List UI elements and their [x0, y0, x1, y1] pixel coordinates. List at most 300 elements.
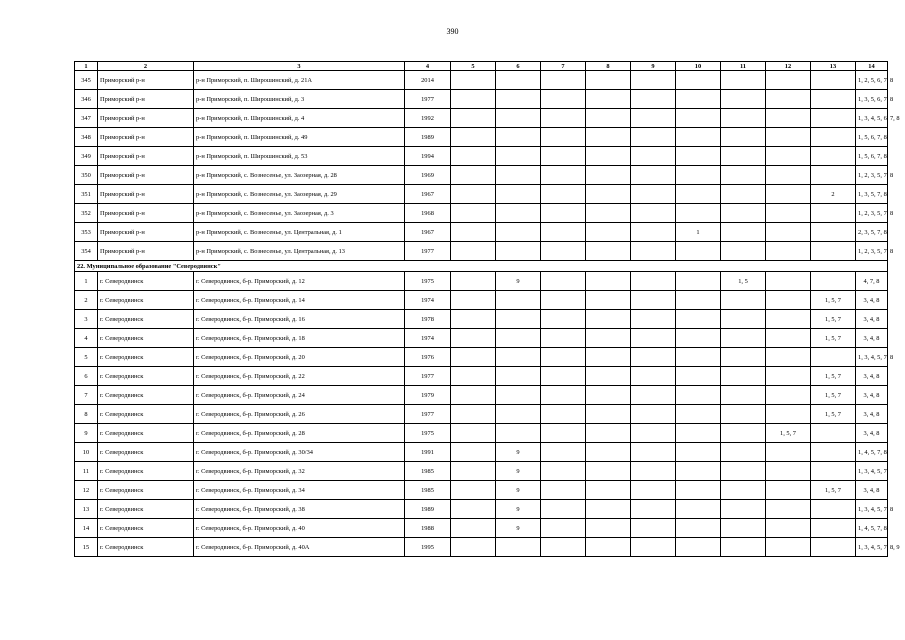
- cell-col-13: 1, 5, 7: [811, 329, 856, 348]
- table-row: [75, 481, 888, 500]
- cell-col-5: [451, 223, 496, 242]
- cell-col-13: [811, 90, 856, 109]
- cell-col-11: [721, 242, 766, 261]
- cell-col-7: [541, 128, 586, 147]
- cell-col-4: 1974: [405, 291, 451, 310]
- table-row: [75, 291, 888, 310]
- cell-col-14: 1, 5, 6, 7, 8: [856, 128, 888, 147]
- cell-col-4: 1989: [405, 128, 451, 147]
- cell-col-10: [676, 481, 721, 500]
- cell-col-8: [586, 462, 631, 481]
- cell-col-2: Приморский р-н: [98, 166, 194, 185]
- cell-col-4: 1991: [405, 443, 451, 462]
- cell-col-6: 9: [496, 462, 541, 481]
- cell-col-2: Приморский р-н: [98, 71, 194, 90]
- cell-col-3: р-н Приморский, с. Вознесенье, ул. Заозерная, д. 3: [194, 204, 405, 223]
- cell-col-3: г. Северодвинск, б-р. Приморский, д. 30/34: [194, 443, 405, 462]
- cell-col-6: [496, 223, 541, 242]
- cell-col-8: [586, 481, 631, 500]
- cell-col-1: 7: [75, 386, 98, 405]
- cell-col-8: [586, 367, 631, 386]
- table-row: [75, 223, 888, 242]
- cell-col-14: 1, 2, 3, 5, 7, 8: [856, 166, 888, 185]
- section-row: [75, 261, 888, 272]
- cell-col-4: 1967: [405, 185, 451, 204]
- cell-col-10: [676, 185, 721, 204]
- cell-col-11: [721, 443, 766, 462]
- cell-col-1: 5: [75, 348, 98, 367]
- cell-col-2: Приморский р-н: [98, 185, 194, 204]
- table-row: [75, 109, 888, 128]
- cell-col-11: [721, 166, 766, 185]
- cell-col-11: [721, 310, 766, 329]
- cell-col-8: [586, 519, 631, 538]
- cell-col-8: [586, 109, 631, 128]
- cell-col-9: [631, 272, 676, 291]
- cell-col-4: 1975: [405, 272, 451, 291]
- cell-col-1: 10: [75, 443, 98, 462]
- cell-col-6: 9: [496, 443, 541, 462]
- cell-col-3: г. Северодвинск, б-р. Приморский, д. 40: [194, 519, 405, 538]
- cell-col-1: 354: [75, 242, 98, 261]
- cell-col-4: 1985: [405, 462, 451, 481]
- cell-col-4: 1975: [405, 424, 451, 443]
- cell-col-12: [766, 519, 811, 538]
- cell-col-12: [766, 405, 811, 424]
- cell-col-2: г. Северодвинск: [98, 367, 194, 386]
- cell-col-8: [586, 166, 631, 185]
- cell-col-5: [451, 90, 496, 109]
- column-header-14: 14: [856, 62, 888, 71]
- cell-col-9: [631, 462, 676, 481]
- cell-col-5: [451, 329, 496, 348]
- cell-col-6: [496, 147, 541, 166]
- cell-col-1: 350: [75, 166, 98, 185]
- cell-col-9: [631, 367, 676, 386]
- cell-col-6: [496, 329, 541, 348]
- table-row: [75, 367, 888, 386]
- cell-col-9: [631, 310, 676, 329]
- cell-col-7: [541, 147, 586, 166]
- column-header-3: 3: [194, 62, 405, 71]
- cell-col-5: [451, 128, 496, 147]
- column-header-5: 5: [451, 62, 496, 71]
- table-body-bottom: [75, 272, 900, 557]
- cell-col-4: 1994: [405, 147, 451, 166]
- cell-col-3: г. Северодвинск, б-р. Приморский, д. 26: [194, 405, 405, 424]
- cell-col-8: [586, 272, 631, 291]
- cell-col-8: [586, 538, 631, 557]
- cell-col-3: г. Северодвинск, б-р. Приморский, д. 18: [194, 329, 405, 348]
- cell-col-13: 1, 5, 7: [811, 310, 856, 329]
- register-table: [74, 61, 900, 557]
- cell-col-6: 9: [496, 500, 541, 519]
- table-row: [75, 538, 888, 557]
- cell-col-1: 14: [75, 519, 98, 538]
- column-header-1: 1: [75, 62, 98, 71]
- cell-col-11: [721, 204, 766, 223]
- cell-col-5: [451, 109, 496, 128]
- cell-col-11: [721, 71, 766, 90]
- cell-col-9: [631, 538, 676, 557]
- cell-col-14: 1, 3, 5, 6, 7, 8: [856, 90, 888, 109]
- cell-col-7: [541, 223, 586, 242]
- cell-col-4: 1977: [405, 405, 451, 424]
- cell-col-12: [766, 90, 811, 109]
- table-row: [75, 310, 888, 329]
- cell-col-11: [721, 424, 766, 443]
- cell-col-14: 1, 5, 6, 7, 8: [856, 147, 888, 166]
- cell-col-4: 1985: [405, 481, 451, 500]
- cell-col-6: [496, 128, 541, 147]
- cell-col-11: [721, 185, 766, 204]
- cell-col-10: [676, 166, 721, 185]
- cell-col-3: г. Северодвинск, б-р. Приморский, д. 38: [194, 500, 405, 519]
- cell-col-3: р-н Приморский, п. Широшинский, д. 49: [194, 128, 405, 147]
- page-number: 390: [446, 27, 459, 36]
- cell-col-3: г. Северодвинск, б-р. Приморский, д. 12: [194, 272, 405, 291]
- cell-col-11: [721, 223, 766, 242]
- table-row: [75, 71, 888, 90]
- cell-col-9: [631, 223, 676, 242]
- cell-col-6: [496, 424, 541, 443]
- cell-col-8: [586, 242, 631, 261]
- cell-col-5: [451, 386, 496, 405]
- cell-col-12: [766, 204, 811, 223]
- cell-col-13: 1, 5, 7: [811, 291, 856, 310]
- cell-col-6: [496, 242, 541, 261]
- table-body-top: [75, 71, 900, 261]
- cell-col-4: 1977: [405, 367, 451, 386]
- cell-col-9: [631, 90, 676, 109]
- cell-col-11: [721, 462, 766, 481]
- cell-col-14: 1, 2, 3, 5, 7, 8: [856, 242, 888, 261]
- cell-col-5: [451, 310, 496, 329]
- cell-col-13: [811, 166, 856, 185]
- cell-col-7: [541, 242, 586, 261]
- cell-col-7: [541, 519, 586, 538]
- cell-col-7: [541, 424, 586, 443]
- cell-col-10: [676, 500, 721, 519]
- cell-col-12: [766, 367, 811, 386]
- cell-col-7: [541, 538, 586, 557]
- table-row: [75, 329, 888, 348]
- table-row: [75, 242, 888, 261]
- cell-col-6: [496, 291, 541, 310]
- cell-col-12: [766, 443, 811, 462]
- cell-col-12: [766, 223, 811, 242]
- cell-col-3: г. Северодвинск, б-р. Приморский, д. 34: [194, 481, 405, 500]
- cell-col-8: [586, 443, 631, 462]
- cell-col-4: 1995: [405, 538, 451, 557]
- cell-col-4: 1967: [405, 223, 451, 242]
- cell-col-2: г. Северодвинск: [98, 272, 194, 291]
- cell-col-3: р-н Приморский, с. Вознесенье, ул. Центральная, д. 1: [194, 223, 405, 242]
- cell-col-13: [811, 272, 856, 291]
- table-row: [75, 348, 888, 367]
- cell-col-11: 1, 5: [721, 272, 766, 291]
- cell-col-9: [631, 166, 676, 185]
- cell-col-8: [586, 424, 631, 443]
- cell-col-11: [721, 147, 766, 166]
- cell-col-6: [496, 386, 541, 405]
- cell-col-2: г. Северодвинск: [98, 310, 194, 329]
- column-header-13: 13: [811, 62, 856, 71]
- cell-col-3: г. Северодвинск, б-р. Приморский, д. 22: [194, 367, 405, 386]
- cell-col-13: [811, 348, 856, 367]
- cell-col-10: [676, 147, 721, 166]
- cell-col-13: 1, 5, 7: [811, 386, 856, 405]
- cell-col-11: [721, 128, 766, 147]
- cell-col-3: р-н Приморский, п. Широшинский, д. 4: [194, 109, 405, 128]
- cell-col-13: [811, 109, 856, 128]
- cell-col-3: р-н Приморский, п. Широшинский, д. 53: [194, 147, 405, 166]
- cell-col-4: 1977: [405, 90, 451, 109]
- cell-col-14: 3, 4, 8: [856, 424, 888, 443]
- cell-col-7: [541, 310, 586, 329]
- cell-col-10: [676, 242, 721, 261]
- cell-col-9: [631, 519, 676, 538]
- cell-col-3: г. Северодвинск, б-р. Приморский, д. 28: [194, 424, 405, 443]
- cell-col-6: 9: [496, 481, 541, 500]
- cell-col-10: [676, 386, 721, 405]
- cell-col-1: 347: [75, 109, 98, 128]
- cell-col-5: [451, 481, 496, 500]
- cell-col-1: 348: [75, 128, 98, 147]
- cell-col-13: [811, 443, 856, 462]
- cell-col-8: [586, 128, 631, 147]
- cell-col-9: [631, 386, 676, 405]
- cell-col-9: [631, 242, 676, 261]
- cell-col-10: [676, 128, 721, 147]
- cell-col-13: [811, 71, 856, 90]
- cell-col-7: [541, 291, 586, 310]
- cell-col-11: [721, 90, 766, 109]
- cell-col-1: 351: [75, 185, 98, 204]
- cell-col-13: [811, 128, 856, 147]
- cell-col-14: 1, 2, 3, 5, 7, 8: [856, 204, 888, 223]
- cell-col-9: [631, 443, 676, 462]
- cell-col-9: [631, 147, 676, 166]
- cell-col-8: [586, 329, 631, 348]
- cell-col-3: г. Северодвинск, б-р. Приморский, д. 20: [194, 348, 405, 367]
- cell-col-3: г. Северодвинск, б-р. Приморский, д. 32: [194, 462, 405, 481]
- cell-col-2: г. Северодвинск: [98, 291, 194, 310]
- cell-col-2: Приморский р-н: [98, 242, 194, 261]
- cell-col-1: 4: [75, 329, 98, 348]
- column-header-8: 8: [586, 62, 631, 71]
- column-header-12: 12: [766, 62, 811, 71]
- cell-col-11: [721, 538, 766, 557]
- cell-col-4: 1992: [405, 109, 451, 128]
- cell-col-14: 1, 3, 4, 5, 6, 7, 8: [856, 109, 888, 128]
- cell-col-2: г. Северодвинск: [98, 519, 194, 538]
- cell-col-2: г. Северодвинск: [98, 424, 194, 443]
- cell-col-9: [631, 481, 676, 500]
- cell-col-5: [451, 71, 496, 90]
- cell-col-8: [586, 386, 631, 405]
- cell-col-8: [586, 310, 631, 329]
- cell-col-1: 13: [75, 500, 98, 519]
- table-row: [75, 519, 888, 538]
- cell-col-2: Приморский р-н: [98, 204, 194, 223]
- table-row: [75, 462, 888, 481]
- cell-col-2: г. Северодвинск: [98, 405, 194, 424]
- cell-col-6: [496, 71, 541, 90]
- cell-col-10: [676, 519, 721, 538]
- cell-col-9: [631, 204, 676, 223]
- cell-col-7: [541, 185, 586, 204]
- cell-col-10: [676, 109, 721, 128]
- cell-col-11: [721, 519, 766, 538]
- cell-col-11: [721, 109, 766, 128]
- cell-col-13: [811, 462, 856, 481]
- cell-col-5: [451, 500, 496, 519]
- cell-col-9: [631, 109, 676, 128]
- cell-col-4: 2014: [405, 71, 451, 90]
- cell-col-8: [586, 348, 631, 367]
- cell-col-14: 3, 4, 8: [856, 367, 888, 386]
- cell-col-13: [811, 223, 856, 242]
- cell-col-1: 12: [75, 481, 98, 500]
- cell-col-4: 1976: [405, 348, 451, 367]
- cell-col-4: 1978: [405, 310, 451, 329]
- cell-col-14: 3, 4, 8: [856, 386, 888, 405]
- cell-col-8: [586, 147, 631, 166]
- cell-col-10: [676, 204, 721, 223]
- cell-col-13: 1, 5, 7: [811, 481, 856, 500]
- cell-col-10: [676, 538, 721, 557]
- cell-col-4: 1989: [405, 500, 451, 519]
- table-row: [75, 166, 888, 185]
- cell-col-10: [676, 71, 721, 90]
- table-row: [75, 405, 888, 424]
- cell-col-5: [451, 538, 496, 557]
- column-header-2: 2: [98, 62, 194, 71]
- cell-col-3: р-н Приморский, с. Вознесенье, ул. Центральная, д. 13: [194, 242, 405, 261]
- cell-col-12: [766, 386, 811, 405]
- column-header-11: 11: [721, 62, 766, 71]
- cell-col-5: [451, 519, 496, 538]
- cell-col-14: 3, 4, 8: [856, 405, 888, 424]
- cell-col-8: [586, 71, 631, 90]
- cell-col-12: [766, 481, 811, 500]
- cell-col-1: 346: [75, 90, 98, 109]
- cell-col-2: Приморский р-н: [98, 147, 194, 166]
- cell-col-10: [676, 90, 721, 109]
- cell-col-3: р-н Приморский, с. Вознесенье, ул. Заозерная, д. 28: [194, 166, 405, 185]
- cell-col-8: [586, 90, 631, 109]
- table-row: [75, 500, 888, 519]
- cell-col-3: г. Северодвинск, б-р. Приморский, д. 16: [194, 310, 405, 329]
- cell-col-3: р-н Приморский, п. Широшинский, д. 21А: [194, 71, 405, 90]
- cell-col-11: [721, 367, 766, 386]
- cell-col-7: [541, 109, 586, 128]
- cell-col-5: [451, 348, 496, 367]
- cell-col-13: [811, 242, 856, 261]
- cell-col-10: [676, 310, 721, 329]
- cell-col-7: [541, 405, 586, 424]
- cell-col-11: [721, 386, 766, 405]
- cell-col-12: [766, 538, 811, 557]
- cell-col-6: [496, 109, 541, 128]
- cell-col-9: [631, 329, 676, 348]
- cell-col-11: [721, 481, 766, 500]
- cell-col-2: г. Северодвинск: [98, 538, 194, 557]
- cell-col-9: [631, 500, 676, 519]
- cell-col-13: [811, 147, 856, 166]
- cell-col-9: [631, 128, 676, 147]
- cell-col-12: 1, 5, 7: [766, 424, 811, 443]
- cell-col-9: [631, 291, 676, 310]
- cell-col-14: 3, 4, 8: [856, 329, 888, 348]
- cell-col-6: [496, 204, 541, 223]
- cell-col-10: [676, 462, 721, 481]
- cell-col-11: [721, 405, 766, 424]
- cell-col-6: [496, 90, 541, 109]
- cell-col-8: [586, 223, 631, 242]
- cell-col-1: 3: [75, 310, 98, 329]
- column-header-6: 6: [496, 62, 541, 71]
- cell-col-12: [766, 128, 811, 147]
- cell-col-13: 1, 5, 7: [811, 405, 856, 424]
- cell-col-7: [541, 204, 586, 223]
- cell-col-14: 2, 3, 5, 7, 8: [856, 223, 888, 242]
- table-section: [75, 261, 888, 272]
- cell-col-6: 9: [496, 272, 541, 291]
- cell-col-1: 11: [75, 462, 98, 481]
- cell-col-4: 1977: [405, 242, 451, 261]
- cell-col-6: [496, 185, 541, 204]
- cell-col-12: [766, 166, 811, 185]
- cell-col-7: [541, 329, 586, 348]
- cell-col-10: [676, 329, 721, 348]
- cell-col-11: [721, 329, 766, 348]
- cell-col-7: [541, 166, 586, 185]
- cell-col-8: [586, 291, 631, 310]
- column-header-9: 9: [631, 62, 676, 71]
- cell-col-13: [811, 538, 856, 557]
- cell-col-12: [766, 291, 811, 310]
- cell-col-3: р-н Приморский, п. Широшинский, д. 3: [194, 90, 405, 109]
- cell-col-2: г. Северодвинск: [98, 329, 194, 348]
- table-row: [75, 128, 888, 147]
- cell-col-10: [676, 405, 721, 424]
- cell-col-5: [451, 462, 496, 481]
- cell-col-5: [451, 405, 496, 424]
- cell-col-1: 1: [75, 272, 98, 291]
- cell-col-7: [541, 481, 586, 500]
- cell-col-3: г. Северодвинск, б-р. Приморский, д. 24: [194, 386, 405, 405]
- cell-col-6: [496, 405, 541, 424]
- cell-col-13: [811, 519, 856, 538]
- table-row: [75, 185, 888, 204]
- cell-col-9: [631, 71, 676, 90]
- column-header-7: 7: [541, 62, 586, 71]
- cell-col-7: [541, 500, 586, 519]
- cell-col-6: [496, 538, 541, 557]
- cell-col-13: [811, 500, 856, 519]
- cell-col-10: [676, 443, 721, 462]
- table-row: [75, 386, 888, 405]
- cell-col-9: [631, 185, 676, 204]
- cell-col-9: [631, 424, 676, 443]
- cell-col-7: [541, 272, 586, 291]
- cell-col-1: 9: [75, 424, 98, 443]
- cell-col-7: [541, 348, 586, 367]
- cell-col-6: [496, 310, 541, 329]
- cell-col-14: 3, 4, 8: [856, 310, 888, 329]
